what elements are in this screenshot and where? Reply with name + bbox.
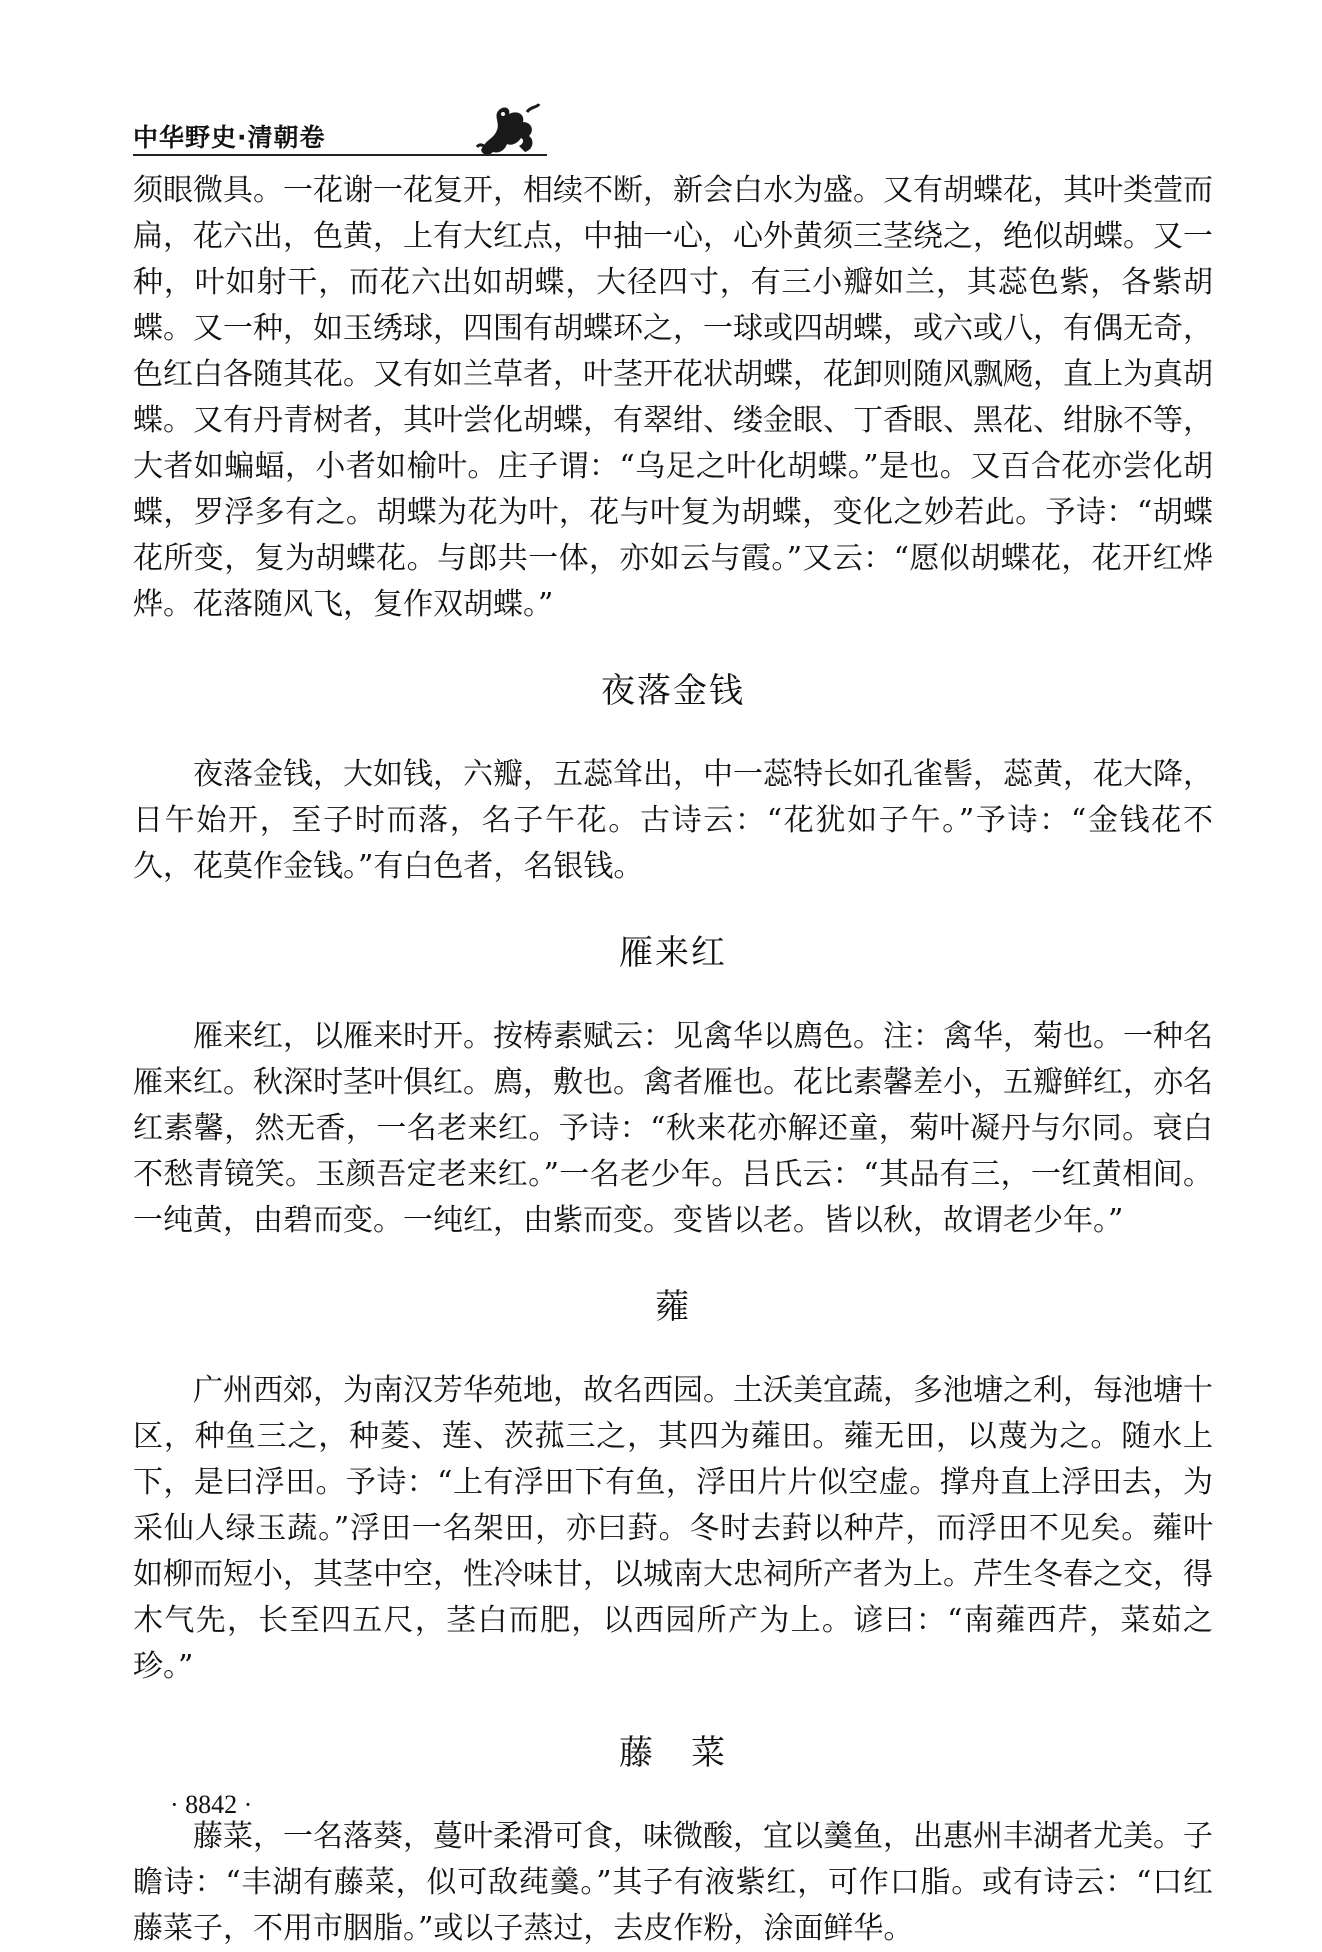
book-title: 中华野史·清朝卷 [133,123,326,152]
header-divider [133,154,547,156]
section-text-yeluojinqian: 夜落金钱，大如钱，六瓣，五蕊耸出，中一蕊特长如孔雀髻，蕊黄，花大降，日午始开，至子时而落，名子午花。古诗云：“花犹如子午。”予诗：“金钱花不久，花莫作金钱。”有白色者，名银钱。 [133,757,1213,884]
section-title-weng: 蕹 [655,1287,691,1327]
page-header [133,100,553,160]
section-text-tengcai: 藤菜，一名落葵，蔓叶柔滑可食，味微酸，宜以羹鱼，出惠州丰湖者尤美。子瞻诗：“丰湖有藤菜，似可敌莼羹。”其子有液紫红，可作口脂。或有诗云：“口红藤菜子，不用市胭脂。”或以子蒸过，去皮作粉，涂面鲜华。 [133,1819,1213,1946]
section-title-tengcai: 藤 菜 [619,1733,727,1773]
section-title-yanlaihong: 雁来红 [619,933,727,973]
section-title-yeluojinqian: 夜落金钱 [601,671,745,711]
section-text-yanlaihong: 雁来红，以雁来时开。按梼素赋云：见禽华以廌色。注：禽华，菊也。一种名雁来红。秋深时茎叶俱红。廌，敷也。禽者雁也。花比素馨差小，五瓣鲜红，亦名红素馨，然无香，一名老来红。予诗：“秋来花亦解还童，菊叶凝丹与尔同。衰白不愁青镜笑。玉颜吾定老来红。”一名老少年。吕氏云：“其品有三，一红黄相间。一纯黄，由碧而变。一纯红，由紫而变。变皆以老。皆以秋，故谓老少年。” [133,1019,1213,1238]
page-content [133,168,1213,1952]
intro-paragraph: 须眼微具。一花谢一花复开，相续不断，新会白水为盛。又有胡蝶花，其叶类萱而扁，花六出，色黄，上有大红点，中抽一心，心外黄须三茎绕之，绝似胡蝶。又一种，叶如射干，而花六出如胡蝶，大径四寸，有三小瓣如兰，其蕊色紫，各紫胡蝶。又一种，如玉绣球，四围有胡蝶环之，一球或四胡蝶，或六或八，有偶无奇，色红白各随其花。又有如兰草者，叶茎开花状胡蝶，花卸则随风飘飏，直上为真胡蝶。又有丹青树者，其叶尝化胡蝶，有翠绀、缕金眼、丁香眼、黑花、绀脉不等，大者如蝙蝠，小者如榆叶。庄子谓：“乌足之叶化胡蝶。”是也。又百合花亦尝化胡蝶，罗浮多有之。胡蝶为花为叶，花与叶复为胡蝶，变化之妙若此。予诗：“胡蝶花所变，复为胡蝶花。与郎共一体，亦如云与霞。”又云：“愿似胡蝶花，花开红烨烨。花落随风飞，复作双胡蝶。” [133,173,1213,622]
section-text-weng: 广州西郊，为南汉芳华苑地，故名西园。土沃美宜蔬，多池塘之利，每池塘十区，种鱼三之，种菱、莲、茨菰三之，其四为蕹田。蕹无田，以蔑为之。随水上下，是曰浮田。予诗：“上有浮田下有鱼，浮田片片似空虚。撑舟直上浮田去，为采仙人绿玉蔬。”浮田一名架田，亦曰葑。冬时去葑以种芹，而浮田不见矣。蕹叶如柳而短小，其茎中空，性冷味甘，以城南大忠祠所产者为上。芹生冬春之交，得木气先，长至四五尺，茎白而肥，以西园所产为上。谚曰：“南蕹西芹，菜茹之珍。” [133,1373,1213,1684]
dragon-emblem-icon [473,100,543,158]
page-number: · 8842 · [170,1790,253,1819]
